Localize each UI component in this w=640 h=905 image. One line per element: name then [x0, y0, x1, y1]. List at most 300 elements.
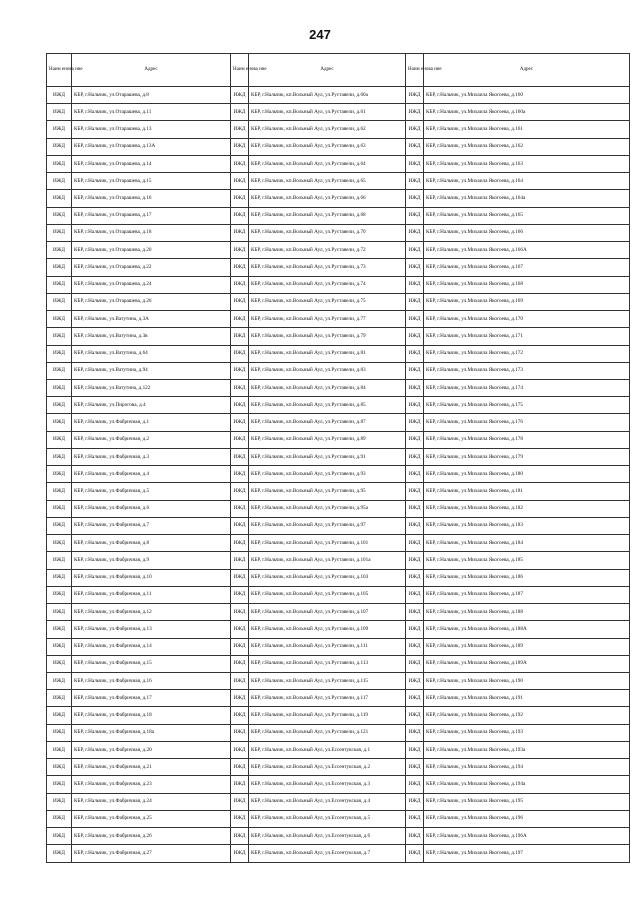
cell-name-3: ИЖД	[406, 517, 424, 534]
table-row	[47, 741, 630, 758]
cell-name-2: ИЖД	[231, 810, 249, 827]
cell-address-2: КБР, г.Нальчик, кп.Вольный Аул, ул.Руставели, д.70	[249, 224, 406, 241]
table-row	[47, 448, 630, 465]
table-row	[47, 311, 630, 328]
cell-name-3: ИЖД	[406, 345, 424, 362]
cell-name-1: ИЖД	[47, 293, 72, 310]
cell-address-2: КБР, г.Нальчик, кп.Вольный Аул, ул.Руставели, д.107	[249, 604, 406, 621]
cell-name-2: ИЖД	[231, 276, 249, 293]
column-header-address-2: Адрес	[249, 54, 406, 87]
cell-name-2: ИЖД	[231, 397, 249, 414]
cell-address-3: КБР, г.Нальчик, ул.Михаила Якогоева, д.168	[424, 276, 630, 293]
cell-address-3: КБР, г.Нальчик, ул.Михаила Якогоева, д.193	[424, 724, 630, 741]
cell-name-3: ИЖД	[406, 724, 424, 741]
table-row	[47, 259, 630, 276]
cell-address-3: КБР, г.Нальчик, ул.Михаила Якогоева, д.194а	[424, 776, 630, 793]
cell-address-1: КБР, г.Нальчик, ул.Отарашева, д.20	[72, 242, 231, 259]
cell-address-2: КБР, г.Нальчик, кп.Вольный Аул, ул.Руставели, д.63	[249, 138, 406, 155]
table-row	[47, 845, 630, 863]
cell-address-2: КБР, г.Нальчик, кп.Вольный Аул, ул.Руставели, д.105	[249, 586, 406, 603]
cell-address-1: КБР, г.Нальчик, ул.Фабричная, д.15	[72, 655, 231, 672]
table-row	[47, 242, 630, 259]
cell-address-2: КБР, г.Нальчик, кп.Вольный Аул, ул.Руставели, д.97	[249, 517, 406, 534]
cell-name-1: ИЖД	[47, 173, 72, 190]
cell-name-3: ИЖД	[406, 379, 424, 396]
cell-name-1: ИЖД	[47, 207, 72, 224]
cell-name-2: ИЖД	[231, 741, 249, 758]
cell-name-2: ИЖД	[231, 672, 249, 689]
cell-address-2: КБР, г.Нальчик, кп.Вольный Аул, ул.Руставели, д.121	[249, 724, 406, 741]
table-row	[47, 466, 630, 483]
cell-address-3: КБР, г.Нальчик, ул.Михаила Якогоева, д.173	[424, 362, 630, 379]
cell-name-1: ИЖД	[47, 190, 72, 207]
cell-address-3: КБР, г.Нальчик, ул.Михаила Якогоева, д.160а	[424, 104, 630, 121]
table-row	[47, 87, 630, 104]
cell-address-1: КБР, г.Нальчик, ул.Фабричная, д.7	[72, 517, 231, 534]
table-row	[47, 638, 630, 655]
cell-address-1: КБР, г.Нальчик, ул.Фабричная, д.17	[72, 690, 231, 707]
cell-address-3: КБР, г.Нальчик, ул.Михаила Якогоева, д.196А	[424, 828, 630, 845]
cell-name-1: ИЖД	[47, 414, 72, 431]
table-row	[47, 655, 630, 672]
cell-name-2: ИЖД	[231, 828, 249, 845]
cell-address-1: КБР, г.Нальчик, ул.Фабричная, д.8	[72, 535, 231, 552]
cell-address-3: КБР, г.Нальчик, ул.Михаила Якогоева, д.186	[424, 569, 630, 586]
cell-address-2: КБР, г.Нальчик, кп.Вольный Аул, ул.Ессентукская, д.6	[249, 828, 406, 845]
cell-name-2: ИЖД	[231, 569, 249, 586]
cell-name-2: ИЖД	[231, 138, 249, 155]
table-row	[47, 724, 630, 741]
cell-name-3: ИЖД	[406, 552, 424, 569]
cell-name-2: ИЖД	[231, 776, 249, 793]
cell-address-2: КБР, г.Нальчик, кп.Вольный Аул, ул.Руставели, д.73	[249, 259, 406, 276]
cell-name-3: ИЖД	[406, 431, 424, 448]
cell-address-1: КБР, г.Нальчик, ул.Фабричная, д.20	[72, 741, 231, 758]
table-row	[47, 759, 630, 776]
cell-name-2: ИЖД	[231, 121, 249, 138]
table-row	[47, 569, 630, 586]
cell-name-1: ИЖД	[47, 569, 72, 586]
cell-address-2: КБР, г.Нальчик, кп.Вольный Аул, ул.Ессентукская, д.3	[249, 776, 406, 793]
cell-address-1: КБР, г.Нальчик, ул.Отарашева, д.22	[72, 259, 231, 276]
header-row	[47, 54, 630, 87]
cell-name-3: ИЖД	[406, 121, 424, 138]
cell-address-2: КБР, г.Нальчик, кп.Вольный Аул, ул.Руставели, д.83	[249, 362, 406, 379]
cell-name-2: ИЖД	[231, 621, 249, 638]
cell-name-2: ИЖД	[231, 190, 249, 207]
cell-address-2: КБР, г.Нальчик, кп.Вольный Аул, ул.Ессентукская, д.1	[249, 741, 406, 758]
table-row	[47, 138, 630, 155]
cell-address-3: КБР, г.Нальчик, ул.Михаила Якогоева, д.171	[424, 328, 630, 345]
cell-address-1: КБР, г.Нальчик, ул.Фабричная, д.11	[72, 586, 231, 603]
cell-address-3: КБР, г.Нальчик, ул.Михаила Якогоева, д.189	[424, 638, 630, 655]
cell-address-3: КБР, г.Нальчик, ул.Михаила Якогоева, д.164	[424, 173, 630, 190]
cell-name-2: ИЖД	[231, 638, 249, 655]
cell-address-2: КБР, г.Нальчик, кп.Вольный Аул, ул.Руставели, д.87	[249, 414, 406, 431]
cell-name-3: ИЖД	[406, 414, 424, 431]
cell-name-3: ИЖД	[406, 311, 424, 328]
cell-address-1: КБР, г.Нальчик, ул.Фабричная, д.27	[72, 845, 231, 863]
cell-name-2: ИЖД	[231, 483, 249, 500]
cell-address-1: КБР, г.Нальчик, ул.Отарашева, д.14	[72, 155, 231, 172]
cell-address-3: КБР, г.Нальчик, ул.Михаила Якогоева, д.175	[424, 397, 630, 414]
table-row	[47, 121, 630, 138]
cell-address-3: КБР, г.Нальчик, ул.Михаила Якогоева, д.163	[424, 155, 630, 172]
cell-name-1: ИЖД	[47, 517, 72, 534]
cell-address-2: КБР, г.Нальчик, кп.Вольный Аул, ул.Руставели, д.101а	[249, 552, 406, 569]
cell-address-1: КБР, г.Нальчик, ул.Ватутина, д.64	[72, 345, 231, 362]
cell-name-1: ИЖД	[47, 586, 72, 603]
cell-name-1: ИЖД	[47, 741, 72, 758]
cell-address-3: КБР, г.Нальчик, ул.Михаила Якогоева, д.197	[424, 845, 630, 863]
cell-address-2: КБР, г.Нальчик, кп.Вольный Аул, ул.Руставели, д.95	[249, 483, 406, 500]
cell-address-2: КБР, г.Нальчик, кп.Вольный Аул, ул.Руставели, д.95а	[249, 500, 406, 517]
cell-address-2: КБР, г.Нальчик, кп.Вольный Аул, ул.Руставели, д.65	[249, 173, 406, 190]
table-row	[47, 431, 630, 448]
column-header-name-1: Наим енова ние	[47, 54, 72, 87]
cell-name-2: ИЖД	[231, 207, 249, 224]
cell-address-3: КБР, г.Нальчик, ул.Михаила Якогоева, д.161	[424, 121, 630, 138]
cell-name-2: ИЖД	[231, 104, 249, 121]
cell-name-1: ИЖД	[47, 448, 72, 465]
cell-name-2: ИЖД	[231, 431, 249, 448]
cell-address-3: КБР, г.Нальчик, ул.Михаила Якогоева, д.169	[424, 293, 630, 310]
cell-name-3: ИЖД	[406, 104, 424, 121]
cell-address-2: КБР, г.Нальчик, кп.Вольный Аул, ул.Ессентукская, д.7	[249, 845, 406, 863]
cell-name-3: ИЖД	[406, 638, 424, 655]
cell-address-2: КБР, г.Нальчик, кп.Вольный Аул, ул.Руставели, д.115	[249, 672, 406, 689]
cell-address-3: КБР, г.Нальчик, ул.Михаила Якогоева, д.174	[424, 379, 630, 396]
table-row	[47, 362, 630, 379]
table-row	[47, 793, 630, 810]
cell-address-3: КБР, г.Нальчик, ул.Михаила Якогоева, д.183	[424, 517, 630, 534]
cell-name-1: ИЖД	[47, 138, 72, 155]
cell-address-3: КБР, г.Нальчик, ул.Михаила Якогоева, д.178	[424, 431, 630, 448]
table-row	[47, 207, 630, 224]
cell-name-1: ИЖД	[47, 604, 72, 621]
cell-address-3: КБР, г.Нальчик, ул.Михаила Якогоева, д.196	[424, 810, 630, 827]
cell-address-3: КБР, г.Нальчик, ул.Михаила Якогоева, д.181	[424, 483, 630, 500]
cell-name-2: ИЖД	[231, 724, 249, 741]
cell-name-2: ИЖД	[231, 345, 249, 362]
cell-name-3: ИЖД	[406, 397, 424, 414]
column-header-address-1: Адрес	[72, 54, 231, 87]
cell-name-2: ИЖД	[231, 535, 249, 552]
cell-name-3: ИЖД	[406, 845, 424, 863]
cell-name-1: ИЖД	[47, 535, 72, 552]
cell-name-3: ИЖД	[406, 690, 424, 707]
cell-name-2: ИЖД	[231, 586, 249, 603]
cell-address-2: КБР, г.Нальчик, кп.Вольный Аул, ул.Руставели, д.75	[249, 293, 406, 310]
cell-address-2: КБР, г.Нальчик, кп.Вольный Аул, ул.Руставели, д.64	[249, 155, 406, 172]
cell-address-3: КБР, г.Нальчик, ул.Михаила Якогоева, д.164а	[424, 190, 630, 207]
cell-address-2: КБР, г.Нальчик, кп.Вольный Аул, ул.Ессентукская, д.5	[249, 810, 406, 827]
cell-name-2: ИЖД	[231, 517, 249, 534]
cell-address-1: КБР, г.Нальчик, ул.Фабричная, д.24	[72, 793, 231, 810]
cell-name-2: ИЖД	[231, 379, 249, 396]
cell-address-1: КБР, г.Нальчик, ул.Фабричная, д.18а	[72, 724, 231, 741]
cell-address-1: КБР, г.Нальчик, ул.Фабричная, д.5	[72, 483, 231, 500]
cell-name-3: ИЖД	[406, 759, 424, 776]
table-body	[47, 87, 630, 863]
cell-address-2: КБР, г.Нальчик, кп.Вольный Аул, ул.Руставели, д.111	[249, 638, 406, 655]
cell-name-3: ИЖД	[406, 259, 424, 276]
cell-name-3: ИЖД	[406, 655, 424, 672]
table-row	[47, 690, 630, 707]
page-number: 247	[309, 27, 331, 42]
column-header-name-2: Наим енова ние	[231, 54, 249, 87]
cell-address-2: КБР, г.Нальчик, кп.Вольный Аул, ул.Руставели, д.89	[249, 431, 406, 448]
table-row	[47, 535, 630, 552]
table-row	[47, 672, 630, 689]
cell-name-3: ИЖД	[406, 276, 424, 293]
cell-name-3: ИЖД	[406, 190, 424, 207]
cell-name-2: ИЖД	[231, 242, 249, 259]
cell-name-3: ИЖД	[406, 828, 424, 845]
cell-address-3: КБР, г.Нальчик, ул.Михаила Якогоева, д.185	[424, 552, 630, 569]
cell-name-2: ИЖД	[231, 259, 249, 276]
cell-address-3: КБР, г.Нальчик, ул.Михаила Якогоева, д.162	[424, 138, 630, 155]
table-row	[47, 586, 630, 603]
table-row	[47, 828, 630, 845]
table-row	[47, 621, 630, 638]
cell-name-1: ИЖД	[47, 431, 72, 448]
table-row	[47, 810, 630, 827]
cell-name-1: ИЖД	[47, 845, 72, 863]
cell-name-3: ИЖД	[406, 621, 424, 638]
table-row	[47, 707, 630, 724]
cell-address-1: КБР, г.Нальчик, ул.Фабричная, д.10	[72, 569, 231, 586]
cell-address-2: КБР, г.Нальчик, кп.Вольный Аул, ул.Руставели, д.85	[249, 397, 406, 414]
cell-address-1: КБР, г.Нальчик, ул.Отарашева, д.24	[72, 276, 231, 293]
cell-name-3: ИЖД	[406, 87, 424, 104]
cell-address-1: КБР, г.Нальчик, ул.Фабричная, д.21	[72, 759, 231, 776]
cell-name-3: ИЖД	[406, 707, 424, 724]
cell-address-1: КБР, г.Нальчик, ул.Отарашева, д.16	[72, 190, 231, 207]
table-row	[47, 276, 630, 293]
cell-name-2: ИЖД	[231, 224, 249, 241]
cell-name-3: ИЖД	[406, 293, 424, 310]
cell-address-3: КБР, г.Нальчик, ул.Михаила Якогоева, д.180	[424, 466, 630, 483]
cell-address-2: КБР, г.Нальчик, кп.Вольный Аул, ул.Руставели, д.84	[249, 379, 406, 396]
cell-address-1: КБР, г.Нальчик, ул.Пирогова, д.4	[72, 397, 231, 414]
cell-name-1: ИЖД	[47, 311, 72, 328]
cell-name-2: ИЖД	[231, 604, 249, 621]
cell-name-1: ИЖД	[47, 104, 72, 121]
address-table	[46, 53, 630, 863]
cell-name-3: ИЖД	[406, 328, 424, 345]
cell-name-1: ИЖД	[47, 466, 72, 483]
cell-name-1: ИЖД	[47, 724, 72, 741]
cell-name-2: ИЖД	[231, 293, 249, 310]
table-row	[47, 328, 630, 345]
column-header-name-3: Наим енова ние	[406, 54, 424, 87]
cell-name-1: ИЖД	[47, 397, 72, 414]
cell-address-2: КБР, г.Нальчик, кп.Вольный Аул, ул.Руставели, д.60а	[249, 87, 406, 104]
cell-address-1: КБР, г.Нальчик, ул.Ватутина, д.94	[72, 362, 231, 379]
cell-address-1: КБР, г.Нальчик, ул.Фабричная, д.13	[72, 621, 231, 638]
cell-name-1: ИЖД	[47, 810, 72, 827]
cell-name-3: ИЖД	[406, 483, 424, 500]
cell-address-2: КБР, г.Нальчик, кп.Вольный Аул, ул.Руставели, д.61	[249, 104, 406, 121]
cell-name-3: ИЖД	[406, 535, 424, 552]
cell-address-1: КБР, г.Нальчик, ул.Фабричная, д.23	[72, 776, 231, 793]
cell-address-1: КБР, г.Нальчик, ул.Фабричная, д.18	[72, 707, 231, 724]
cell-address-2: КБР, г.Нальчик, кп.Вольный Аул, ул.Руставели, д.103	[249, 569, 406, 586]
cell-name-3: ИЖД	[406, 776, 424, 793]
cell-name-2: ИЖД	[231, 793, 249, 810]
table-row	[47, 155, 630, 172]
cell-address-1: КБР, г.Нальчик, ул.Отарашева, д.13А	[72, 138, 231, 155]
cell-address-2: КБР, г.Нальчик, кп.Вольный Аул, ул.Руставели, д.119	[249, 707, 406, 724]
cell-name-2: ИЖД	[231, 500, 249, 517]
cell-name-1: ИЖД	[47, 242, 72, 259]
cell-address-3: КБР, г.Нальчик, ул.Михаила Якогоева, д.187	[424, 586, 630, 603]
cell-name-1: ИЖД	[47, 276, 72, 293]
table-row	[47, 552, 630, 569]
cell-address-1: КБР, г.Нальчик, ул.Фабричная, д.1	[72, 414, 231, 431]
cell-name-2: ИЖД	[231, 414, 249, 431]
cell-address-1: КБР, г.Нальчик, ул.Отарашева, д.26	[72, 293, 231, 310]
cell-name-1: ИЖД	[47, 379, 72, 396]
cell-name-2: ИЖД	[231, 311, 249, 328]
cell-name-3: ИЖД	[406, 793, 424, 810]
table-row	[47, 379, 630, 396]
cell-address-1: КБР, г.Нальчик, ул.Отарашева, д.15	[72, 173, 231, 190]
cell-name-2: ИЖД	[231, 845, 249, 863]
cell-address-3: КБР, г.Нальчик, ул.Михаила Якогоева, д.189А	[424, 655, 630, 672]
cell-address-1: КБР, г.Нальчик, ул.Отарашева, д.11	[72, 104, 231, 121]
cell-address-3: КБР, г.Нальчик, ул.Михаила Якогоева, д.192	[424, 707, 630, 724]
table-row	[47, 104, 630, 121]
cell-address-1: КБР, г.Нальчик, ул.Отарашева, д.18	[72, 224, 231, 241]
cell-name-1: ИЖД	[47, 552, 72, 569]
cell-address-2: КБР, г.Нальчик, кп.Вольный Аул, ул.Руставели, д.68	[249, 207, 406, 224]
cell-name-3: ИЖД	[406, 448, 424, 465]
cell-name-1: ИЖД	[47, 690, 72, 707]
table-row	[47, 517, 630, 534]
cell-name-3: ИЖД	[406, 604, 424, 621]
cell-name-3: ИЖД	[406, 810, 424, 827]
cell-address-1: КБР, г.Нальчик, ул.Фабричная, д.14	[72, 638, 231, 655]
cell-address-3: КБР, г.Нальчик, ул.Михаила Якогоева, д.193а	[424, 741, 630, 758]
cell-address-3: КБР, г.Нальчик, ул.Михаила Якогоева, д.182	[424, 500, 630, 517]
cell-name-1: ИЖД	[47, 362, 72, 379]
table-row	[47, 190, 630, 207]
cell-address-3: КБР, г.Нальчик, ул.Михаила Якогоева, д.166А	[424, 242, 630, 259]
table-row	[47, 500, 630, 517]
cell-address-3: КБР, г.Нальчик, ул.Михаила Якогоева, д.179	[424, 448, 630, 465]
cell-address-1: КБР, г.Нальчик, ул.Фабричная, д.6	[72, 500, 231, 517]
cell-address-1: КБР, г.Нальчик, ул.Фабричная, д.26	[72, 828, 231, 845]
cell-name-2: ИЖД	[231, 173, 249, 190]
cell-address-1: КБР, г.Нальчик, ул.Фабричная, д.12	[72, 604, 231, 621]
cell-address-2: КБР, г.Нальчик, кп.Вольный Аул, ул.Руставели, д.79	[249, 328, 406, 345]
cell-name-1: ИЖД	[47, 793, 72, 810]
cell-address-3: КБР, г.Нальчик, ул.Михаила Якогоева, д.160	[424, 87, 630, 104]
cell-address-2: КБР, г.Нальчик, кп.Вольный Аул, ул.Руставели, д.74	[249, 276, 406, 293]
cell-address-1: КБР, г.Нальчик, ул.Фабричная, д.4	[72, 466, 231, 483]
cell-name-1: ИЖД	[47, 621, 72, 638]
cell-address-1: КБР, г.Нальчик, ул.Отарашева, д.17	[72, 207, 231, 224]
cell-name-3: ИЖД	[406, 207, 424, 224]
cell-name-1: ИЖД	[47, 707, 72, 724]
cell-address-3: КБР, г.Нальчик, ул.Михаила Якогоева, д.165	[424, 207, 630, 224]
cell-address-2: КБР, г.Нальчик, кп.Вольный Аул, ул.Руставели, д.81	[249, 345, 406, 362]
cell-name-1: ИЖД	[47, 483, 72, 500]
table-row	[47, 776, 630, 793]
cell-name-3: ИЖД	[406, 173, 424, 190]
cell-name-3: ИЖД	[406, 672, 424, 689]
cell-address-3: КБР, г.Нальчик, ул.Михаила Якогоева, д.166	[424, 224, 630, 241]
cell-address-3: КБР, г.Нальчик, ул.Михаила Якогоева, д.190	[424, 672, 630, 689]
cell-address-1: КБР, г.Нальчик, ул.Фабричная, д.2	[72, 431, 231, 448]
cell-address-3: КБР, г.Нальчик, ул.Михаила Якогоева, д.188А	[424, 621, 630, 638]
cell-name-3: ИЖД	[406, 741, 424, 758]
cell-name-1: ИЖД	[47, 500, 72, 517]
cell-address-3: КБР, г.Нальчик, ул.Михаила Якогоева, д.172	[424, 345, 630, 362]
cell-address-2: КБР, г.Нальчик, кп.Вольный Аул, ул.Руставели, д.109	[249, 621, 406, 638]
cell-name-1: ИЖД	[47, 328, 72, 345]
cell-name-2: ИЖД	[231, 655, 249, 672]
cell-name-1: ИЖД	[47, 828, 72, 845]
cell-address-2: КБР, г.Нальчик, кп.Вольный Аул, ул.Руставели, д.101	[249, 535, 406, 552]
cell-name-2: ИЖД	[231, 362, 249, 379]
cell-name-1: ИЖД	[47, 259, 72, 276]
cell-address-1: КБР, г.Нальчик, ул.Отарашева, д.13	[72, 121, 231, 138]
cell-name-1: ИЖД	[47, 121, 72, 138]
cell-name-3: ИЖД	[406, 224, 424, 241]
table-row	[47, 414, 630, 431]
cell-name-2: ИЖД	[231, 448, 249, 465]
cell-name-3: ИЖД	[406, 569, 424, 586]
cell-name-1: ИЖД	[47, 655, 72, 672]
table-row	[47, 173, 630, 190]
cell-name-3: ИЖД	[406, 500, 424, 517]
cell-address-3: КБР, г.Нальчик, ул.Михаила Якогоева, д.170	[424, 311, 630, 328]
cell-name-3: ИЖД	[406, 362, 424, 379]
cell-address-1: КБР, г.Нальчик, ул.Фабричная, д.16	[72, 672, 231, 689]
cell-name-2: ИЖД	[231, 690, 249, 707]
cell-address-2: КБР, г.Нальчик, кп.Вольный Аул, ул.Ессентукская, д.4	[249, 793, 406, 810]
cell-name-1: ИЖД	[47, 345, 72, 362]
cell-address-1: КБР, г.Нальчик, ул.Отарашева, д.8	[72, 87, 231, 104]
cell-name-1: ИЖД	[47, 776, 72, 793]
cell-address-2: КБР, г.Нальчик, кп.Вольный Аул, ул.Руставели, д.77	[249, 311, 406, 328]
cell-name-2: ИЖД	[231, 466, 249, 483]
cell-name-2: ИЖД	[231, 328, 249, 345]
cell-name-3: ИЖД	[406, 155, 424, 172]
cell-name-1: ИЖД	[47, 759, 72, 776]
cell-address-3: КБР, г.Нальчик, ул.Михаила Якогоева, д.194	[424, 759, 630, 776]
cell-address-1: КБР, г.Нальчик, ул.Фабричная, д.3	[72, 448, 231, 465]
table-row	[47, 397, 630, 414]
cell-address-2: КБР, г.Нальчик, кп.Вольный Аул, ул.Руставели, д.93	[249, 466, 406, 483]
cell-address-1: КБР, г.Нальчик, ул.Ватутина, д.122	[72, 379, 231, 396]
table-row	[47, 483, 630, 500]
cell-address-1: КБР, г.Нальчик, ул.Ватутина, д.3в	[72, 328, 231, 345]
cell-address-3: КБР, г.Нальчик, ул.Михаила Якогоева, д.191	[424, 690, 630, 707]
cell-address-2: КБР, г.Нальчик, кп.Вольный Аул, ул.Руставели, д.62	[249, 121, 406, 138]
table-header	[47, 54, 630, 87]
cell-name-3: ИЖД	[406, 138, 424, 155]
cell-name-1: ИЖД	[47, 638, 72, 655]
cell-address-3: КБР, г.Нальчик, ул.Михаила Якогоева, д.195	[424, 793, 630, 810]
cell-name-1: ИЖД	[47, 224, 72, 241]
cell-name-2: ИЖД	[231, 155, 249, 172]
cell-name-3: ИЖД	[406, 466, 424, 483]
column-header-address-3: Адрес	[424, 54, 630, 87]
